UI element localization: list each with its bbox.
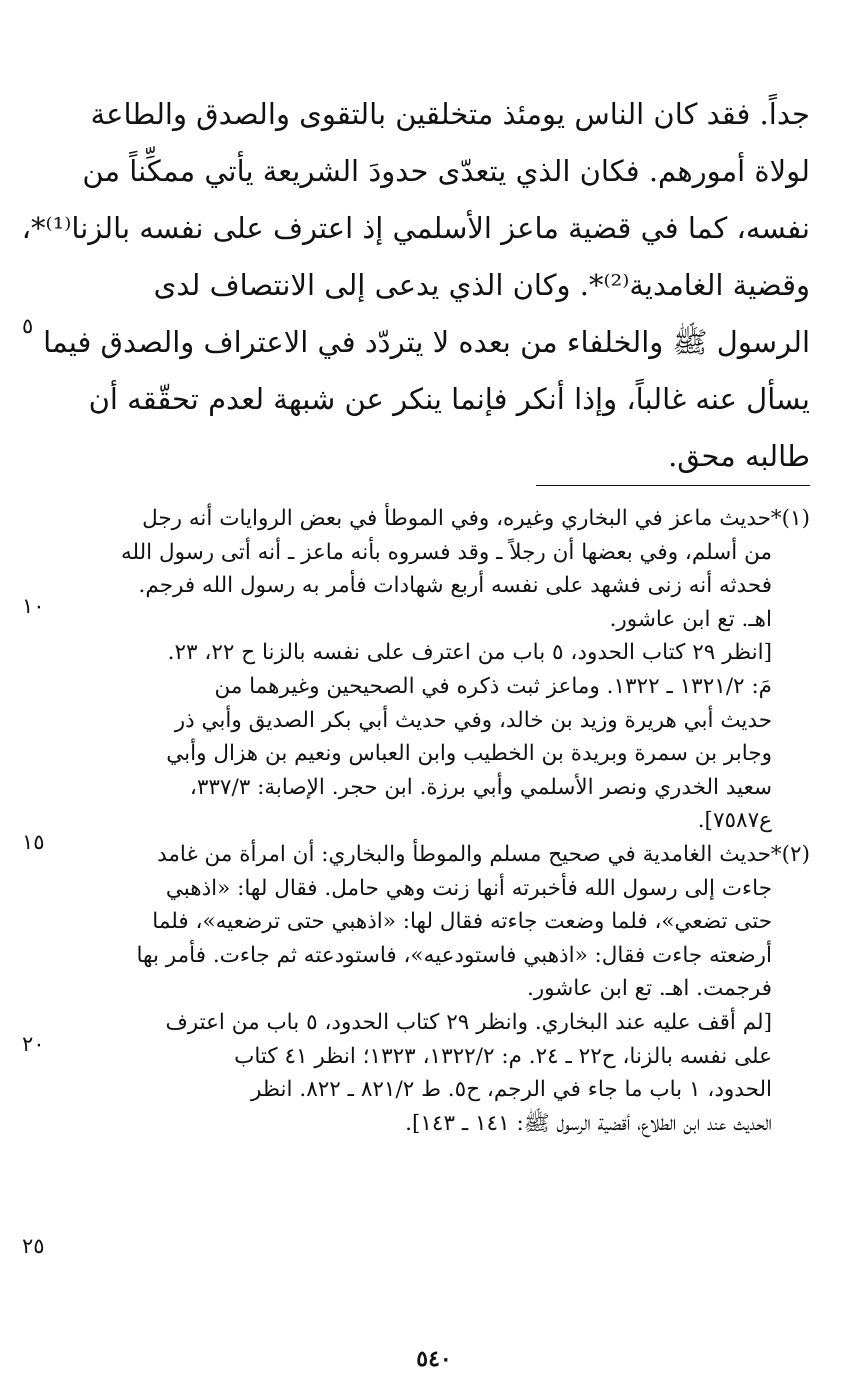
footnote-2-line: (٢)*حديث الغامدية في صحيح مسلم والموطأ والبخاري: أن امرأة من غامد bbox=[157, 841, 810, 867]
footnote-1-line: سعيد الخدري ونصر الأسلمي وأبي برزة. ابن حجر. الإصابة: ٣٣٧/٣، bbox=[189, 774, 772, 800]
footnote-1-line: وجابر بن سمرة وبريدة بن الخطيب وابن العباس ونعيم بن هزال وأبي bbox=[166, 741, 772, 767]
footnote-2-line: أرضعته جاءت فقال: «اذهبي فاستودعيه»، فاستودعته ثم جاءت. فأمر بها bbox=[136, 942, 772, 968]
footnote-2-line: الحدود، ١ باب ما جاء في الرجم، ح٥. ط ٨٢١/٢ ـ ٨٢٢. انظر bbox=[251, 1077, 772, 1103]
footnote-2-line: حتى تضعي»، فلما وضعت جاءته فقال لها: «اذهبي حتى ترضعيه»، فلما bbox=[152, 909, 772, 935]
footnote-1-line: ع٧٥٨٧]. bbox=[697, 808, 772, 834]
line-number: ٢٥ bbox=[22, 1234, 45, 1258]
main-text-line: نفسه، كما في قضية ماعز الأسلمي إذ اعترف على نفسه بالزنا⁽¹⁾*، bbox=[21, 211, 810, 245]
main-text bbox=[21, 86, 810, 485]
line-number: ٥ bbox=[22, 314, 34, 338]
footnote-1-line: اهـ. تع ابن عاشور. bbox=[609, 606, 772, 632]
main-text-line: الرسول ﷺ والخلفاء من بعده لا يتردّد في الاعتراف والصدق فيما bbox=[43, 325, 810, 359]
line-number: ٢٠ bbox=[22, 1032, 45, 1056]
footnote-2-line: على نفسه بالزنا، ح٢٢ ـ ٢٤. م: ١٣٢٢/٢، ١٣٢٣؛ انظر ٤١ كتاب bbox=[234, 1043, 772, 1069]
footnote-separator bbox=[536, 485, 810, 486]
main-text-line: لولاة أمورهم. فكان الذي يتعدّى حدودَ الشريعة يأتي ممكِّناً من bbox=[82, 154, 810, 188]
footnote-1-line: مَ: ١٣٢١/٢ ـ ١٣٢٢. وماعز ثبت ذكره في الصحيحين وغيرهما من bbox=[214, 673, 772, 699]
line-number: ١٥ bbox=[22, 830, 45, 854]
footnotes bbox=[58, 502, 810, 1140]
footnote-2-line: فرجمت. اهـ. تع ابن عاشور. bbox=[526, 976, 772, 1002]
footnote-1-line: فحدثه أنه زنى فشهد على نفسه أربع شهادات فأمر به رسول الله فرجم. bbox=[138, 573, 772, 599]
footnote-1-line: حديث أبي هريرة وزيد بن خالد، وفي حديث أبي بكر الصديق وأبي ذر bbox=[174, 707, 772, 733]
main-text-line: طالبه محق. bbox=[668, 439, 810, 473]
footnote-1-line: من أسلم، وفي بعضها أن رجلاً ـ وقد فسروه بأنه ماعز ـ أنه أتى رسول الله bbox=[120, 539, 772, 565]
footnote-2-line: [لم أقف عليه عند البخاري. وانظر ٢٩ كتاب الحدود، ٥ باب من اعترف bbox=[165, 1009, 772, 1035]
footnote-2-line: جاءت إلى رسول الله فأخبرته أنها زنت وهي حامل. فقال لها: «اذهبي bbox=[165, 875, 772, 901]
footnote-1-line: [انظر ٢٩ كتاب الحدود، ٥ باب من اعترف على نفسه بالزنا ح ٢٢، ٢٣. bbox=[167, 640, 772, 666]
footnote-1-line: (١)*حديث ماعز في البخاري وغيره، وفي الموطأ في بعض الروايات أنه رجل bbox=[142, 506, 810, 531]
main-text-line: جداً. فقد كان الناس يومئذ متخلقين بالتقوى والصدق والطاعة bbox=[90, 97, 810, 131]
line-number: ١٠ bbox=[22, 594, 45, 618]
page-number: ٥٤٠ bbox=[416, 1346, 452, 1372]
footnote-2-line: الحديث عند ابن الطلاع، أقضية الرسول ﷺ: ١٤١ ـ ١٤٣]. bbox=[405, 1110, 772, 1136]
main-text-line: يسأل عنه غالباً، وإذا أنكر فإنما ينكر عن شبهة لعدم تحقّقه أن bbox=[88, 382, 810, 416]
main-text-line: وقضية الغامدية⁽²⁾*. وكان الذي يدعى إلى الانتصاف لدى bbox=[153, 268, 810, 302]
